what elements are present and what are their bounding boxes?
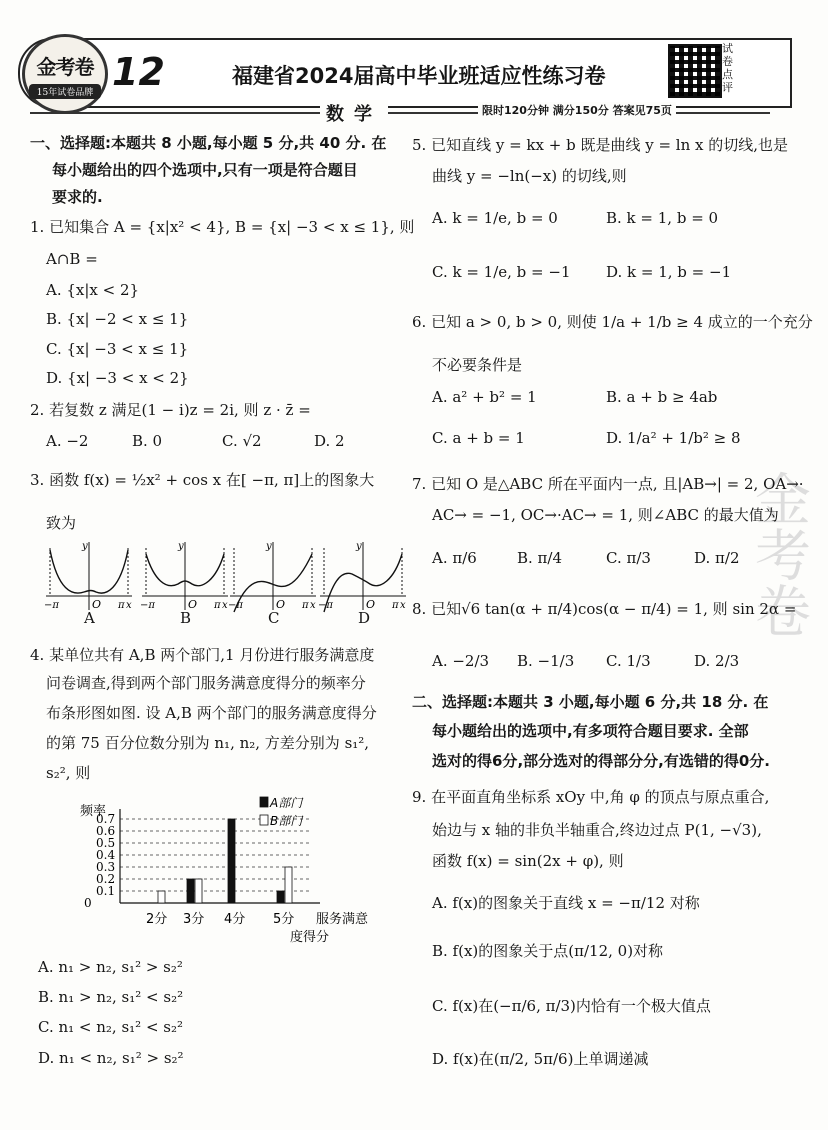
graph-y-label: y bbox=[82, 541, 88, 552]
right-q7B: B. π/4 bbox=[517, 549, 563, 567]
graph-neg-pi-label: −π bbox=[140, 600, 155, 611]
right-q9B: B. f(x)的图象关于点(π/12, 0)对称 bbox=[432, 942, 664, 960]
graph-x-label: x bbox=[310, 600, 316, 611]
left-q4e: s₂², 则 bbox=[46, 764, 91, 782]
right-q8C: C. 1/3 bbox=[606, 652, 651, 670]
left-q1C: C. {x| −3 < x ≤ 1} bbox=[46, 340, 189, 358]
right-q9b: 始边与 x 轴的非负半轴重合,终边过点 P(1, −√3), bbox=[432, 821, 762, 839]
graph-neg-pi-label: −π bbox=[318, 600, 333, 611]
qr-code-icon[interactable] bbox=[668, 44, 722, 98]
graph-label-d: D bbox=[358, 609, 371, 627]
right-q9A: A. f(x)的图象关于直线 x = −π/12 对称 bbox=[432, 894, 700, 912]
left-q4A: A. n₁ > n₂, s₁² > s₂² bbox=[38, 958, 183, 976]
legend-label: A部门 bbox=[270, 796, 303, 810]
exam-limits: 限时120分钟 满分150分 答案见75页 bbox=[478, 102, 676, 118]
right-q8B: B. −1/3 bbox=[517, 652, 575, 670]
right-q5A: A. k = 1/e, b = 0 bbox=[432, 209, 558, 227]
left-q3b: 致为 bbox=[46, 514, 77, 532]
left-q4C: C. n₁ < n₂, s₁² < s₂² bbox=[38, 1018, 184, 1036]
right-q8: 8. 已知√6 tan(α + π/4)cos(α − π/4) = 1, 则 sin 2α = bbox=[412, 600, 797, 618]
bar-A部门 bbox=[187, 879, 194, 903]
right-q7A: A. π/6 bbox=[432, 549, 477, 567]
right-q8A: A. −2/3 bbox=[432, 652, 490, 670]
graph-label-b: B bbox=[180, 609, 192, 627]
brand-logo bbox=[22, 34, 108, 114]
bar-B部门 bbox=[158, 891, 165, 903]
bar-B部门 bbox=[285, 867, 292, 903]
left-q1a: 1. 已知集合 A = {x|x² < 4}, B = {x| −3 < x ≤ 1}, 则 bbox=[30, 218, 415, 236]
chart-svg bbox=[72, 795, 372, 955]
graph-origin-label: O bbox=[92, 598, 102, 611]
right-q5C: C. k = 1/e, b = −1 bbox=[432, 263, 571, 281]
logo-subtitle: 15年试卷品牌 bbox=[29, 84, 101, 99]
y-tick-label: 0.2 bbox=[96, 872, 116, 886]
right-q5B: B. k = 1, b = 0 bbox=[606, 209, 719, 227]
right-q6C: C. a + b = 1 bbox=[432, 429, 525, 447]
bar-A部门 bbox=[277, 891, 284, 903]
right-q7C: C. π/3 bbox=[606, 549, 651, 567]
left-q3a: 3. 函数 f(x) = ½x² + cos x 在[ −π, π]上的图象大 bbox=[30, 471, 375, 489]
graph-y-label: y bbox=[178, 541, 184, 552]
left-q2A: A. −2 bbox=[46, 432, 89, 450]
graph-pi-label: π bbox=[392, 600, 399, 611]
bar-A部门 bbox=[228, 819, 235, 903]
left-sec1a: 一、选择题:本题共 8 小题,每小题 5 分,共 40 分. 在 bbox=[30, 134, 387, 152]
x-axis-title-2: 度得分 bbox=[290, 930, 330, 945]
x-tick-label: 4分 bbox=[224, 912, 246, 927]
graph-pi-label: π bbox=[302, 600, 309, 611]
y-tick-label: 0.4 bbox=[96, 848, 116, 862]
left-q1B: B. {x| −2 < x ≤ 1} bbox=[46, 310, 189, 328]
right-q9a: 9. 在平面直角坐标系 xOy 中,角 φ 的顶点与原点重合, bbox=[412, 788, 770, 806]
left-q1b: A∩B = bbox=[46, 250, 98, 268]
right-q7D: D. π/2 bbox=[694, 549, 740, 567]
qr-label: 试卷点评 bbox=[722, 42, 733, 94]
y-axis-title: 频率 bbox=[80, 804, 107, 819]
graph-label-a: A bbox=[84, 609, 95, 627]
y-tick-label: 0 bbox=[84, 896, 92, 910]
y-tick-label: 0.3 bbox=[96, 860, 116, 874]
right-sec2c: 选对的得6分,部分选对的得部分分,有选错的得0分. bbox=[432, 752, 770, 770]
left-q4D: D. n₁ < n₂, s₁² > s₂² bbox=[38, 1049, 184, 1067]
graph-pi-label: π bbox=[118, 600, 125, 611]
right-q9D: D. f(x)在(π/2, 5π/6)上单调递减 bbox=[432, 1050, 649, 1068]
graph-origin-label: O bbox=[188, 598, 198, 611]
x-tick-label: 5分 bbox=[273, 912, 295, 927]
graph-neg-pi-label: −π bbox=[228, 600, 243, 611]
y-tick-label: 0.6 bbox=[96, 824, 116, 838]
right-q6D: D. 1/a² + 1/b² ≥ 8 bbox=[606, 429, 741, 447]
y-tick-label: 0.7 bbox=[96, 812, 116, 826]
left-q2C: C. √2 bbox=[222, 432, 262, 450]
subject-title: 数学 bbox=[320, 100, 388, 126]
x-tick-label: 3分 bbox=[183, 912, 205, 927]
left-q4a: 4. 某单位共有 A,B 两个部门,1 月份进行服务满意度 bbox=[30, 646, 375, 664]
left-q4d: 的第 75 百分位数分别为 n₁, n₂, 方差分别为 s₁², bbox=[46, 734, 370, 752]
right-q6B: B. a + b ≥ 4ab bbox=[606, 388, 718, 406]
left-q1D: D. {x| −3 < x < 2} bbox=[46, 369, 189, 387]
right-q6A: A. a² + b² = 1 bbox=[432, 388, 537, 406]
graph-neg-pi-label: −π bbox=[44, 600, 59, 611]
q4-bar-chart bbox=[72, 795, 372, 959]
logo-text: 金考卷 bbox=[36, 55, 94, 79]
right-q9C: C. f(x)在(−π/6, π/3)内恰有一个极大值点 bbox=[432, 997, 711, 1015]
left-q4B: B. n₁ > n₂, s₁² < s₂² bbox=[38, 988, 184, 1006]
left-q1A: A. {x|x < 2} bbox=[46, 281, 140, 299]
graph-origin-label: O bbox=[276, 598, 286, 611]
legend-swatch bbox=[260, 815, 268, 825]
y-tick-label: 0.5 bbox=[96, 836, 116, 850]
graph-pi-label: π bbox=[214, 600, 221, 611]
left-q2: 2. 若复数 z 满足(1 − i)z = 2i, 则 z · z̄ = bbox=[30, 401, 311, 419]
y-tick-label: 0.1 bbox=[96, 884, 116, 898]
right-q5D: D. k = 1, b = −1 bbox=[606, 263, 732, 281]
graph-origin-label: O bbox=[366, 598, 376, 611]
bar-B部门 bbox=[195, 879, 202, 903]
right-q5a: 5. 已知直线 y = kx + b 既是曲线 y = ln x 的切线,也是 bbox=[412, 136, 789, 154]
right-q6b: 不必要条件是 bbox=[432, 356, 523, 374]
left-q4b: 问卷调查,得到两个部门服务满意度得分的频率分 bbox=[46, 674, 366, 692]
right-sec2a: 二、选择题:本题共 3 小题,每小题 6 分,共 18 分. 在 bbox=[412, 693, 769, 711]
paper-title: 福建省2024届高中毕业班适应性练习卷 bbox=[232, 64, 606, 88]
right-q7a: 7. 已知 O 是△ABC 所在平面内一点, 且|AB→| = 2, OA→· bbox=[412, 475, 804, 493]
x-tick-label: 2分 bbox=[146, 912, 168, 927]
left-sec1b: 每小题给出的四个选项中,只有一项是符合题目 bbox=[52, 161, 358, 179]
right-q9c: 函数 f(x) = sin(2x + φ), 则 bbox=[432, 852, 624, 870]
right-q5b: 曲线 y = −ln(−x) 的切线,则 bbox=[432, 167, 627, 185]
left-q2D: D. 2 bbox=[314, 432, 345, 450]
right-q8D: D. 2/3 bbox=[694, 652, 740, 670]
watermark: 金考卷 bbox=[746, 470, 811, 638]
graph-x-label: x bbox=[126, 600, 132, 611]
left-q4c: 布条形图如图. 设 A,B 两个部门的服务满意度得分 bbox=[46, 704, 377, 722]
graph-label-c: C bbox=[268, 609, 280, 627]
graph-y-label: y bbox=[356, 541, 362, 552]
paper-number: 12 bbox=[112, 50, 165, 94]
graph-y-label: y bbox=[266, 541, 272, 552]
graph-x-label: x bbox=[400, 600, 406, 611]
x-axis-title: 服务满意 bbox=[316, 912, 369, 927]
left-sec1c: 要求的. bbox=[52, 188, 103, 206]
right-sec2b: 每小题给出的选项中,有多项符合题目要求. 全部 bbox=[432, 722, 749, 740]
right-q7b: AC→ = −1, OC→·AC→ = 1, 则∠ABC 的最大值为 bbox=[432, 506, 779, 524]
legend-label: B部门 bbox=[270, 814, 303, 828]
legend-swatch bbox=[260, 797, 268, 807]
left-q2B: B. 0 bbox=[132, 432, 163, 450]
graph-x-label: x bbox=[222, 600, 228, 611]
right-q6a: 6. 已知 a > 0, b > 0, 则使 1/a + 1/b ≥ 4 成立的一个充分 bbox=[412, 313, 813, 331]
